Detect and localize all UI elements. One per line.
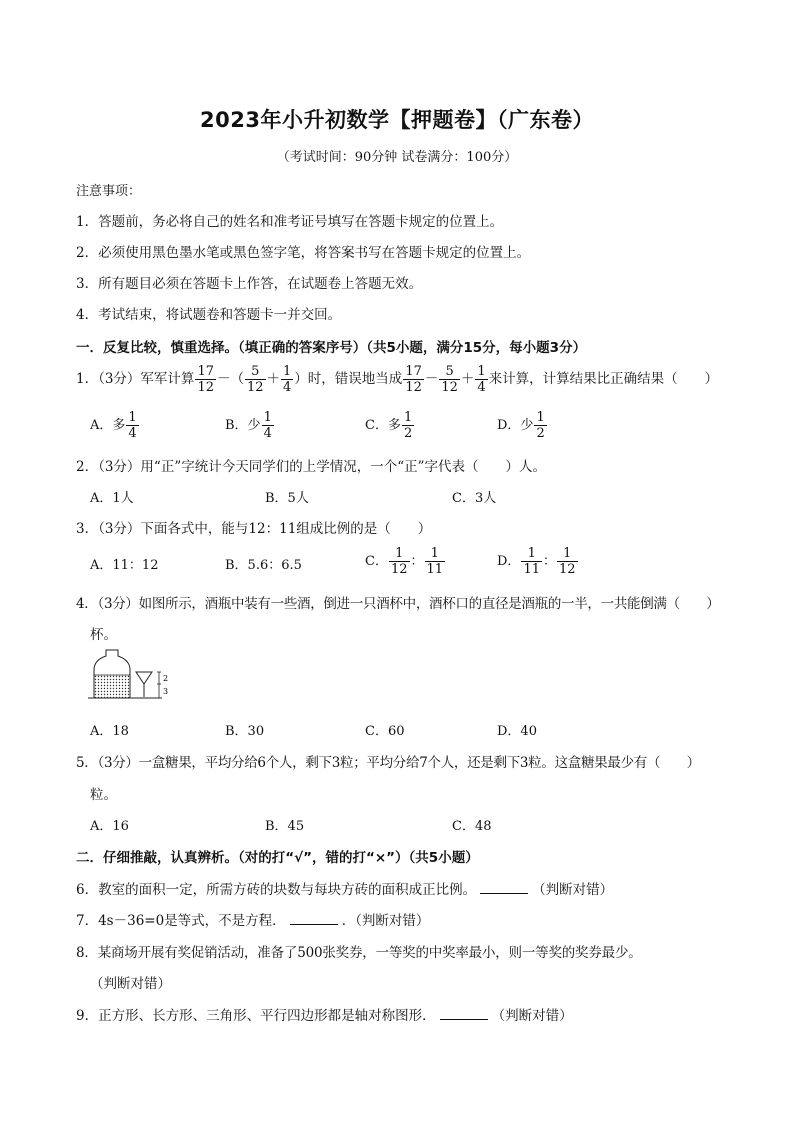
fraction: $\frac{17}{12}$ xyxy=(197,364,214,395)
exam-info: （考试时间：90分钟 试卷满分：100分） xyxy=(276,150,518,165)
option-d: D．40 xyxy=(497,724,537,739)
fraction: $\frac{1}{4}$ xyxy=(283,364,292,395)
q1-text: ）时，错误地当成 xyxy=(294,371,403,387)
q1-text: 来计算，计算结果比正确结果（ ） xyxy=(488,371,719,387)
option-c: C．60 xyxy=(365,724,405,739)
question-4-cont: 杯。 xyxy=(90,627,117,643)
option-d: D． $\frac{1}{11}$ ： $\frac{1}{12}$ xyxy=(497,546,576,577)
bottle-cup-diagram xyxy=(88,648,178,704)
question-5-cont: 粒。 xyxy=(90,787,117,803)
option-a: A．16 xyxy=(90,819,129,834)
option-c: C．48 xyxy=(452,819,492,834)
question-4: 4．（3分）如图所示，酒瓶中装有一些酒，倒进一只酒杯中，酒杯口的直径是酒瓶的一半，一共能倒满（ ） xyxy=(76,596,720,612)
option-b: B．45 xyxy=(265,819,305,834)
option-a: A．多 $\frac{1}{4}$ xyxy=(90,410,137,441)
option-c: C．3人 xyxy=(452,491,497,506)
option-c: C． $\frac{1}{12}$ ： $\frac{1}{11}$ xyxy=(365,546,444,577)
fraction: $\frac{1}{4}$ xyxy=(477,364,486,395)
notice-item: 3．所有题目必须在答题卡上作答，在试题卷上答题无效。 xyxy=(76,276,423,292)
option-b: B．少 $\frac{1}{4}$ xyxy=(225,410,272,441)
dim-label-bottom: 3 xyxy=(163,687,169,696)
fraction: $\frac{5}{12}$ xyxy=(246,364,264,395)
notice-item: 4．考试结束，将试题卷和答题卡一并交回。 xyxy=(76,307,342,323)
fraction: $\frac{5}{12}$ xyxy=(441,364,458,395)
question-2: 2．（3分）用“正”字统计今天同学们的上学情况，一个“正”字代表（ ）人。 xyxy=(76,459,547,475)
option-a: A．1人 xyxy=(90,491,134,506)
bottle-and-cup-figure xyxy=(88,648,178,708)
option-b: B．30 xyxy=(225,724,265,739)
q1-text: ＋ xyxy=(266,371,281,387)
option-a: A．18 xyxy=(90,724,129,739)
q1-text: － xyxy=(424,371,439,387)
answer-blank[interactable] xyxy=(290,924,338,925)
question-6: 6．教室的面积一定，所需方砖的块数与每块方砖的面积成正比例。 （判断对错） xyxy=(76,882,614,898)
q1-text: ＋ xyxy=(460,371,475,387)
question-1 xyxy=(76,364,718,395)
answer-blank[interactable] xyxy=(440,1019,488,1020)
q1-prefix: 1．（3分）军军计算 xyxy=(76,371,195,387)
option-b: B．5人 xyxy=(265,491,309,506)
section-heading: 二．仔细推敲，认真辨析。（对的打“√”，错的打“×”）（共5小题） xyxy=(76,850,479,866)
section-heading: 一．反复比较，慎重选择。（填正确的答案序号）（共5小题，满分15分，每小题3分） xyxy=(76,340,587,356)
question-8-cont: （判断对错） xyxy=(90,976,171,992)
question-8: 8．某商场开展有奖促销活动，准备了500张奖券，一等奖的中奖率最小，则一等奖的奖券最少。 xyxy=(76,945,642,961)
fraction: $\frac{17}{12}$ xyxy=(405,364,422,395)
dim-label-top: 2 xyxy=(163,674,169,683)
question-9: 9．正方形、长方形、三角形、平行四边形都是轴对称图形． （判断对错） xyxy=(76,1008,573,1024)
option-d: D．少 $\frac{1}{2}$ xyxy=(497,410,545,441)
option-b: B．5.6：6.5 xyxy=(225,558,302,573)
question-3: 3．（3分）下面各式中，能与12：11组成比例的是（ ） xyxy=(76,521,432,537)
option-c: C．多 $\frac{1}{2}$ xyxy=(365,410,413,441)
notice-item: 1．答题前，务必将自己的姓名和准考证号填写在答题卡规定的位置上。 xyxy=(76,214,504,230)
page-title: 2023年小升初数学【押题卷】（广东卷） xyxy=(200,108,594,132)
q1-text: －（ xyxy=(216,371,244,387)
notice-heading: 注意事项： xyxy=(76,184,142,199)
notice-item: 2．必须使用黑色墨水笔或黑色签字笔，将答案书写在答题卡规定的位置上。 xyxy=(76,245,531,261)
answer-blank[interactable] xyxy=(480,893,528,894)
question-5: 5．（3分）一盒糖果，平均分给6个人，剩下3粒；平均分给7个人，还是剩下3粒。这盒糖果最少有（ ） xyxy=(76,755,700,771)
question-7: 7．4s－36=0是等式，不是方程． ．（判断对错） xyxy=(76,913,430,929)
option-a: A．11：12 xyxy=(90,558,159,573)
